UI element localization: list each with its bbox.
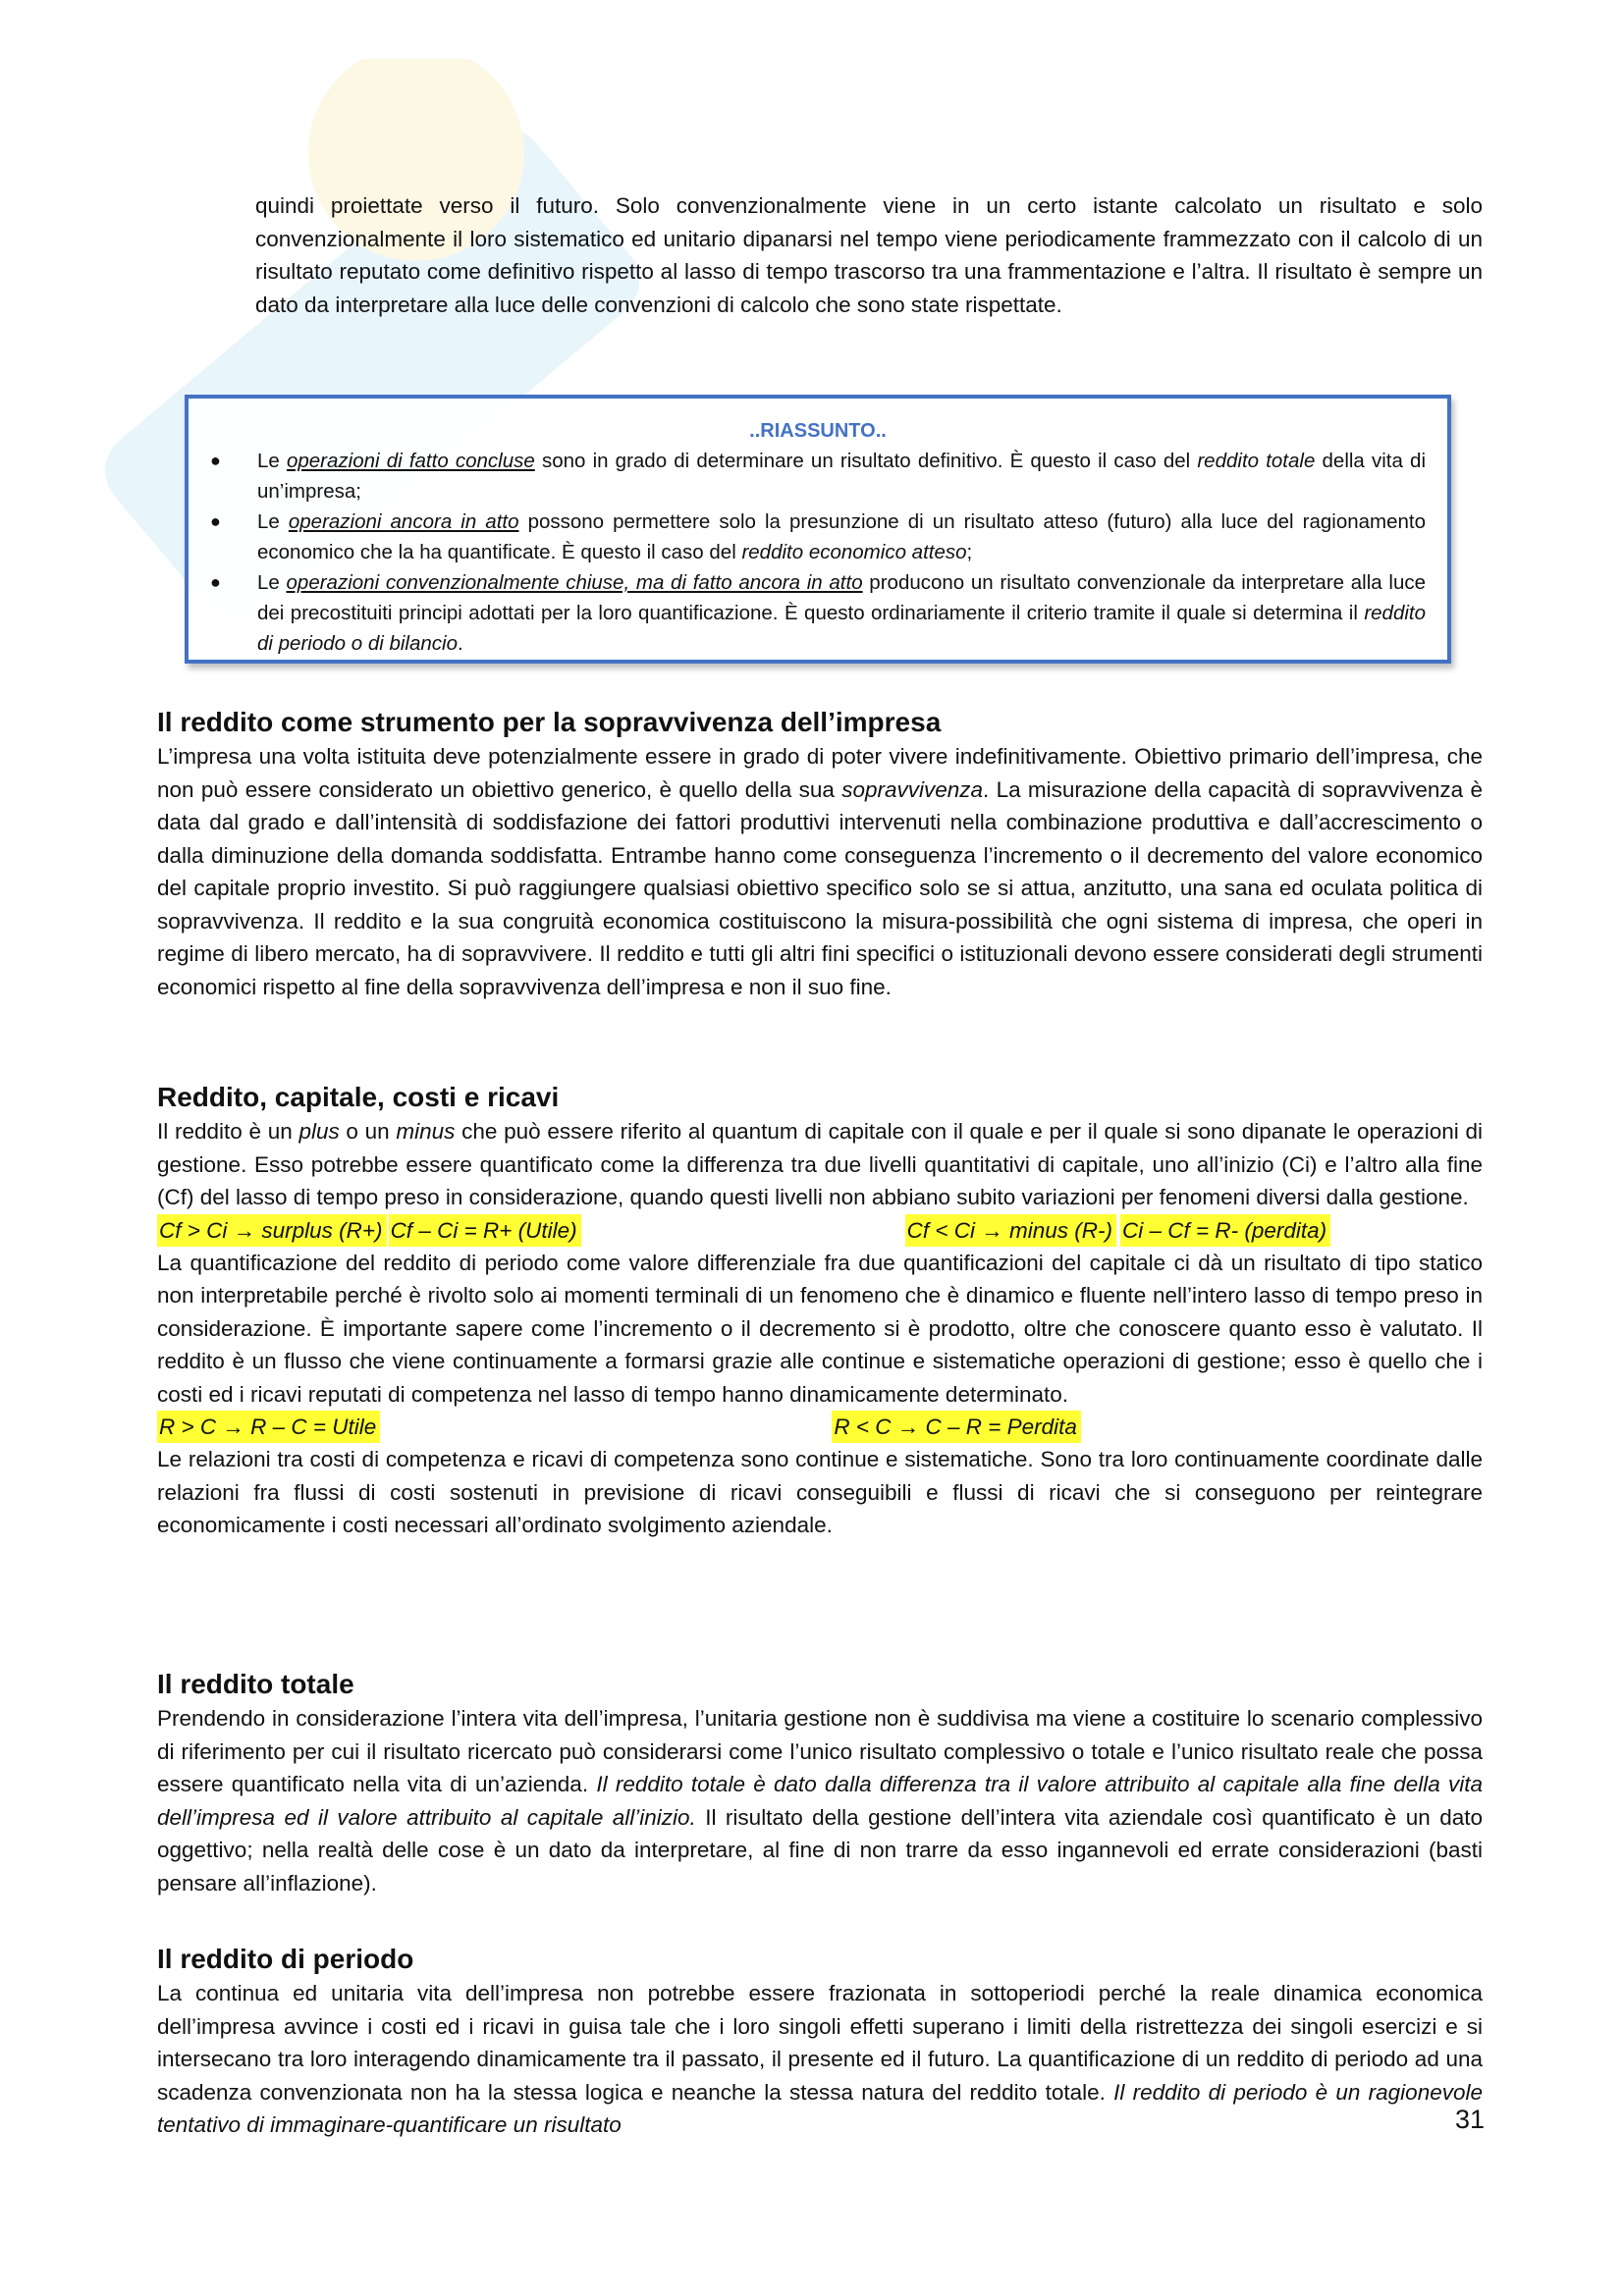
summary-item: ● Le operazioni ancora in atto possono permettere solo la presunzione di un risultato atteso (futuro) alla luce del ragionamento economico che la ha quantificate. È questo il caso del reddito economico atteso; — [257, 507, 1426, 567]
summary-box — [185, 395, 1451, 664]
section-heading: Il reddito di periodo — [157, 1944, 414, 1974]
bullet-icon: ● — [210, 572, 221, 592]
section-paragraph: La quantificazione del reddito di periodo come valore differenziale fra due quantificazioni del capitale ci dà un risultato di tipo statico non interpretabile perché è rivolto solo ai momenti terminali di un fenomeno che è dinamico e fluente nell’intero lasso di tempo preso in considerazione. È importante sapere come l’incremento o il decremento si è prodotto, oltre che conoscere quanto esso è valutato. Il reddito è un flusso che viene continuamente a formarsi grazie alle continue e sistematiche operazioni di gestione; esso è quello che i costi ed i ricavi reputati di competenza nel lasso di tempo hanno dinamicamente determinato. — [157, 1250, 1483, 1407]
section-paragraph: Le relazioni tra costi di competenza e ricavi di competenza sono continue e sistematiche. Sono tra loro continuamente coordinate dalle relazioni fra flussi di costi sostenuti in previsione di ricavi conseguibili e flussi di ricavi che si conseguono per reintegrare economicamente i costi necessari all’ordinato svolgimento aziendale. — [157, 1447, 1483, 1537]
section-paragraph: L’impresa una volta istituita deve potenzialmente essere in grado di poter vivere indefinitivamente. Obiettivo primario dell’impresa, che non può essere considerato un obiettivo generico, è quello della sua sopravvivenza. La misurazione della capacità di sopravvivenza è data dal grado e dall’intensità di soddisfazione dei fattori produttivi intervenuti nella combinazione produttiva e dall’accrescimento o dalla diminuzione della domanda soddisfatta. Entrambe hanno come conseguenza l’incremento o il decremento del valore economico del capitale proprio investito. Si può raggiungere qualsiasi obiettivo specifico solo se si attua, anzitutto, una sana ed oculata politica di sopravvivenza. Il reddito e la sua congruità economica costituiscono la misura-possibilità che ogni sistema di impresa, che operi in regime di libero mercato, ha di sopravvivere. Il reddito e tutti gli altri fini specifici o istituzionali devono essere considerati degli strumenti economici rispetto al fine della sopravvivenza dell’impresa e non il suo fine. — [157, 744, 1483, 999]
intro-paragraph: quindi proiettate verso il futuro. Solo convenzionalmente viene in un certo istante calcolato un risultato e solo convenzionalmente il loro sistematico ed unitario dipanarsi nel tempo viene periodicamente frammezzato con il calcolo di un risultato reputato come definitivo rispetto al lasso di tempo trascorso tra una frammentazione e l’altra. Il risultato è sempre un dato da interpretare alla luce delle convenzioni di calcolo che sono state rispettate. — [255, 193, 1483, 317]
section-reddito-totale — [157, 1667, 1483, 1899]
section-sopravvivenza — [157, 705, 1483, 1003]
formula-capital: Cf > Ci → surplus (R+) Cf – Ci = R+ (Utile) Cf < Ci → minus (R-) Ci – Cf = R- (perdita) — [157, 1214, 1483, 1247]
summary-item: ● Le operazioni convenzionalmente chiuse, ma di fatto ancora in atto producono un risultato convenzionale da interpretare alla luce dei precostituiti principi adottati per la loro quantificazione. È questo ordinariamente il criterio tramite il quale si determina il reddito di periodo o di bilancio. — [257, 567, 1426, 659]
summary-list — [189, 446, 1447, 659]
summary-item: ● Le operazioni di fatto concluse sono in grado di determinare un risultato definitivo. È questo il caso del reddito totale della vita di un’impresa; — [257, 446, 1426, 507]
section-heading: Il reddito come strumento per la sopravvivenza dell’impresa — [157, 707, 942, 737]
section-heading: Reddito, capitale, costi e ricavi — [157, 1082, 560, 1112]
bullet-icon: ● — [210, 451, 221, 470]
section-heading: Il reddito totale — [157, 1669, 354, 1699]
page-number: 31 — [1454, 2105, 1485, 2134]
section-reddito-capitale — [157, 1080, 1483, 1542]
section-reddito-periodo — [157, 1942, 1483, 2142]
bullet-icon: ● — [210, 511, 221, 531]
section-paragraph: Il reddito è un plus o un minus che può essere riferito al quantum di capitale con il quale e per il quale si sono dipanate le operazioni di gestione. Esso potrebbe essere quantificato come la differenza tra due livelli quantitativi di capitale, uno all’inizio (Ci) e l’altro alla fine (Cf) del lasso di tempo preso in considerazione, quando questi livelli non abbiano subito variazioni per fenomeni diversi dalla gestione. — [157, 1119, 1484, 1209]
section-paragraph: La continua ed unitaria vita dell’impresa non potrebbe essere frazionata in sottoperiodi perché la reale dinamica economica dell’impresa avvince i costi ed i ricavi in guisa tale che i loro singoli effetti superano i limiti della ristrettezza dei singoli esercizi e si intersecano tra loro interagendo dinamicamente tra il passato, il presente ed il futuro. La quantificazione di un reddito di periodo ad una scadenza convenzionata non ha la stessa logica e neanche la stessa natura del reddito totale. Il reddito di periodo è un ragionevole tentativo di immaginare-quantificare un risultato — [157, 1981, 1483, 2137]
section-paragraph: Prendendo in considerazione l’intera vita dell’impresa, l’unitaria gestione non è suddivisa ma viene a costituire lo scenario complessivo di riferimento per cui il risultato ricercato può considerarsi come l’unico risultato complessivo o totale e l’unico risultato reale che possa essere quantificato nella vita di un’azienda. Il reddito totale è dato dalla differenza tra il valore attribuito al capitale alla fine della vita dell’impresa ed il valore attribuito al capitale all’inizio. Il risultato della gestione dell’intera vita aziendale così quantificato è un dato oggettivo; nella realtà delle cose è un dato da interpretare, al fine di non trarre da esso ingannevoli ed errate considerazioni (basti pensare all’inflazione). — [157, 1706, 1484, 1896]
formula-costs-revenues: R > C → R – C = Utile R < C → C – R = Perdita — [157, 1411, 1483, 1443]
summary-title: ..RIASSUNTO.. — [749, 420, 887, 442]
